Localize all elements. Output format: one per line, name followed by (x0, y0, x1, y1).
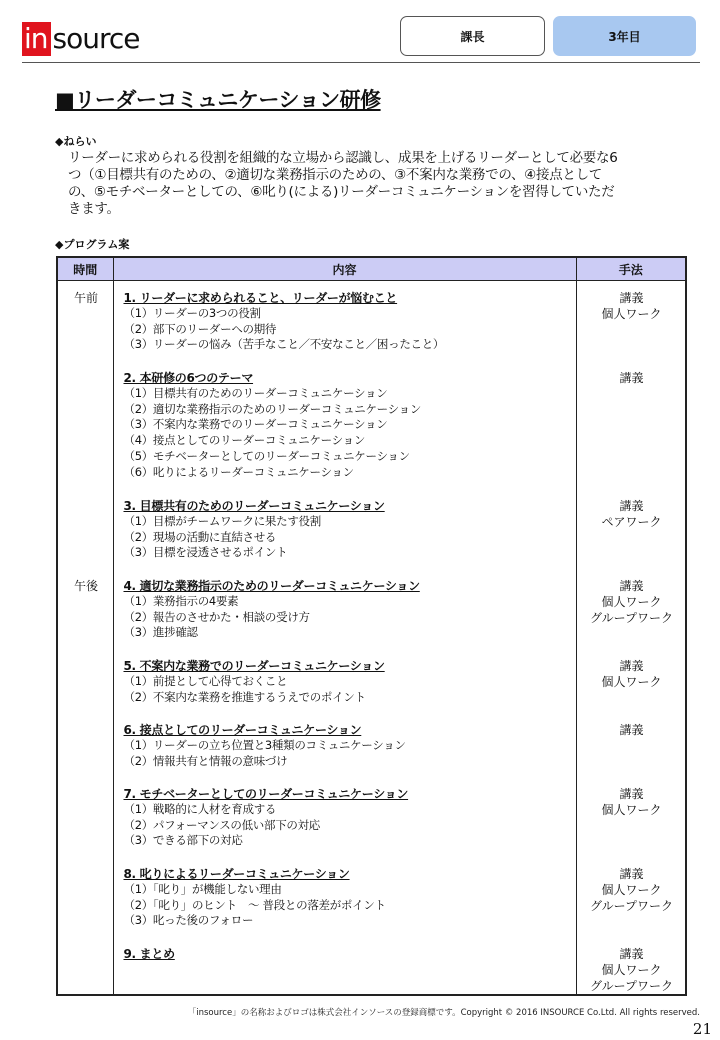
section-item: （1）リーダーの3つの役割 (123, 305, 261, 320)
section-title: 7. モチベーターとしてのリーダーコミュニケーション (123, 787, 409, 801)
section-title: 2. 本研修の6つのテーマ (123, 371, 254, 385)
aim-label: ◆ねらい (55, 135, 97, 148)
section-title: 8. 叱りによるリーダーコミュニケーション (123, 867, 350, 881)
program-table-body-row (57, 281, 686, 996)
section-item: （1）リーダーの立ち位置と3種類のコミュニケーション (123, 737, 406, 752)
section-item: （1）前提として心得ておくこと (123, 673, 288, 688)
method-column (576, 281, 686, 996)
section-title: 6. 接点としてのリーダーコミュニケーション (123, 723, 362, 737)
logo-prefix: in (22, 22, 51, 56)
method-label: 講義 (619, 579, 644, 593)
method-label: 個人ワーク (601, 802, 662, 817)
section-item: （1）「叱り」が機能しない理由 (123, 881, 282, 896)
section-item: （2）報告のさせかた・相談の受け方 (123, 609, 310, 624)
section-item: （2）現場の活動に直結させる (123, 529, 277, 544)
header-time: 時間 (57, 257, 113, 281)
method-label: 講義 (619, 787, 644, 801)
method-label: 講義 (619, 659, 644, 673)
method-label: ペアワーク (601, 514, 662, 529)
section-item: （3）目標を浸透させるポイント (123, 545, 288, 560)
section-item: （2）情報共有と情報の意味づけ (123, 753, 288, 768)
method-label: 個人ワーク (601, 882, 662, 897)
method-label: 講義 (619, 291, 644, 305)
section-item: （3）できる部下の対応 (123, 833, 243, 848)
section-item: （2）「叱り」のヒント ～ 普段との落差がポイント (123, 897, 386, 912)
insource-logo (22, 22, 140, 56)
section-item: （6）叱りによるリーダーコミュニケーション (123, 464, 354, 479)
method-label: グループワーク (589, 898, 674, 913)
section-item: （1）目標共有のためのリーダーコミュニケーション (123, 385, 388, 400)
program-table-header-row (57, 257, 686, 281)
program-label: ◆プログラム案 (55, 238, 130, 251)
section-item: （3）叱った後のフォロー (123, 913, 254, 928)
footer-copyright: 「insource」の名称およびロゴは株式会社インソースの登録商標です。Copyright © 2016 INSOURCE Co.Ltd. All rights reserved. (187, 1008, 700, 1018)
method-label: 講義 (619, 947, 644, 961)
header-method: 手法 (576, 257, 686, 281)
time-column (57, 281, 113, 996)
aim-text: リーダーに求められる役割を組織的な立場から認識し、成果を上げるリーダーとして必要な6つ（①目標共有のための、②適切な業務指示のための、③不案内な業務での、④接点としての、⑤モチベーターとしての、⑥叱り(による)リーダーコミュニケーションを習得していただきます。 (68, 150, 618, 217)
page-title: ■リーダーコミュニケーション研修 (55, 88, 381, 112)
section-item: （2）不案内な業務を推進するうえでのポイント (123, 689, 366, 704)
header-content: 内容 (113, 257, 576, 281)
method-label: グループワーク (589, 978, 674, 993)
method-label: グループワーク (589, 610, 674, 625)
method-label: 個人ワーク (601, 306, 662, 321)
method-label: 講義 (619, 867, 644, 881)
tab-level: 課長 (400, 16, 545, 56)
method-label: 個人ワーク (601, 962, 662, 977)
section-title: 4. 適切な業務指示のためのリーダーコミュニケーション (123, 579, 420, 593)
logo-rest: source (52, 22, 140, 55)
section-title: 5. 不案内な業務でのリーダーコミュニケーション (123, 659, 385, 673)
section-title: 3. 目標共有のためのリーダーコミュニケーション (123, 499, 385, 513)
content-column (113, 281, 576, 996)
section-item: （3）不案内な業務でのリーダーコミュニケーション (123, 417, 388, 432)
header-divider (22, 62, 700, 63)
page-number: 21 (692, 1020, 712, 1038)
time-am: 午前 (73, 291, 98, 305)
section-item: （1）戦略的に人材を育成する (123, 801, 277, 816)
section-item: （4）接点としてのリーダーコミュニケーション (123, 433, 366, 448)
section-title: 1. リーダーに求められること、リーダーが悩むこと (123, 291, 398, 305)
method-label: 個人ワーク (601, 674, 662, 689)
section-item: （2）部下のリーダーへの期待 (123, 321, 277, 336)
program-table (56, 256, 687, 996)
section-item: （1）業務指示の4要素 (123, 593, 239, 608)
section-item: （2）パフォーマンスの低い部下の対応 (123, 817, 320, 832)
section-item: （1）目標がチームワークに果たす役割 (123, 513, 321, 528)
section-title: 9. まとめ (123, 947, 175, 961)
section-item: （2）適切な業務指示のためのリーダーコミュニケーション (123, 401, 422, 416)
method-label: 講義 (619, 499, 644, 513)
section-item: （3）進捗確認 (123, 625, 198, 640)
method-label: 講義 (619, 371, 644, 385)
section-item: （3）リーダーの悩み（苦手なこと／不安なこと／困ったこと） (123, 337, 445, 352)
method-label: 個人ワーク (601, 594, 662, 609)
section-item: （5）モチベーターとしてのリーダーコミュニケーション (123, 449, 410, 463)
method-label: 講義 (619, 723, 644, 737)
time-pm: 午後 (73, 579, 98, 593)
tab-year: 3年目 (553, 16, 696, 56)
